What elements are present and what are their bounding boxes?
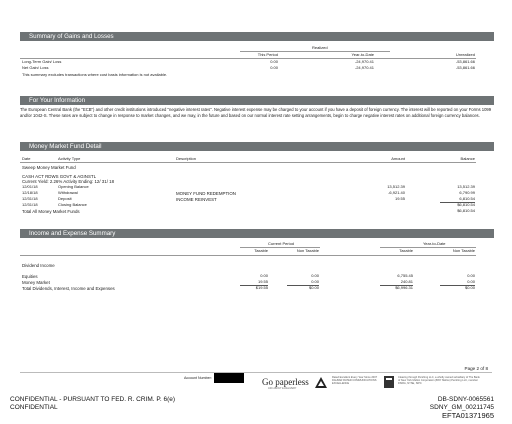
go-paperless-subtext: ASK ABOUT E-DELIVERY [268,387,297,390]
confidential-notice: CONFIDENTIAL - PURSUANT TO FED. R. CRIM. P. 6(e) [10,396,176,403]
gl-net-ytd: -24,970.41 [354,65,374,70]
gains-losses-header: Summary of Gains and Losses [20,32,494,41]
page-number: Page 2 of 8 [464,366,488,371]
account-number-label: Account Number: [184,376,212,380]
income-total-ytd-tax: $6,996.31 [395,285,413,290]
mm-row-amount: 13,512.39 [387,184,405,189]
col-amount: Amount [391,156,405,161]
income-total-cp-non: $0.00 [308,285,319,290]
income-row-ytd-non: 0.00 [467,279,475,284]
col-unrealized: Unrealized [455,52,475,57]
income-section-label: Dividend Income [22,263,55,268]
col-description: Description [176,156,197,161]
income-row-ytd-tax: 6,755.45 [397,273,413,278]
col-current-period: Current Period [268,241,295,246]
mm-row-balance: 6,790.99 [459,190,475,195]
col-activity: Activity Type [58,156,81,161]
mm-row-activity: Opening Balance [58,184,89,189]
col-ytd-non-taxable: Non Taxable [452,248,475,253]
mm-row-amount: 19.55 [394,196,405,201]
income-header-rule [20,255,476,256]
income-row-label: Money Market [22,280,50,285]
col-ytd-taxable: Taxable [399,248,413,253]
income-row-label: Equities [22,274,38,279]
mm-row-description: MONEY FUND REDEMPTION [176,191,236,196]
money-market-header: Money Market Fund Detail [20,142,494,151]
col-date: Date [22,156,31,161]
col-cp-non-taxable: Non Taxable [296,248,319,253]
pershing-logo-icon [384,376,394,388]
mm-total-balance: $6,810.54 [457,208,475,213]
gl-note: This summary excludes transactions where cost basis information is not available. [22,72,168,77]
income-row-cp-tax: 19.55 [257,279,268,284]
mm-row-activity: Withdrawal [58,190,78,195]
gl-row-this-period: 0.00 [270,59,278,64]
mm-row-balance: 6,810.54 [459,196,475,201]
footer-rule [20,372,492,373]
account-number-redaction [214,373,244,383]
dalbar-award-icon [314,376,328,390]
mm-row-activity: Deposit [58,196,72,201]
income-header: Income and Expense Summary [20,229,494,238]
gl-row-label: Long-Term Gain/ Loss [22,59,62,64]
income-total-ytd-non: $0.00 [464,285,475,290]
mm-row-date: 12/18/18 [22,190,38,195]
clearing-text: Clearing through Pershing LLC, a wholly owned subsidiary of The Bank of New York Mellon Corporation (BNY Mellon) Pershing LLC, member FINRA, NYSE, SIPC [398,376,480,385]
realized-header: Realized [312,45,328,50]
gl-net-this-period: 0.00 [270,65,278,70]
dalbar-rating-text: Rated Excellent Every Year Since 2007 DALBAR RATED COMMUNICATIONS EXCELLENCE [332,376,378,385]
col-this-period: This Period [257,52,278,57]
mm-total-label: Total All Money Market Funds [22,209,80,214]
mm-row-amount: -6,921.40 [388,190,405,195]
gl-row-ytd: -24,970.41 [354,59,374,64]
income-total-label: Total Dividends, Interest, Income and Expenses [22,286,115,291]
mm-row-balance: 13,512.39 [457,184,475,189]
mm-row-date: 12/31/18 [22,202,38,207]
mm-row-date: 12/31/18 [22,196,38,201]
income-total-cp-tax: $19.55 [255,285,268,290]
info-header: For Your Information [20,96,494,105]
bates-number-1: DB-SDNY-0065561 [437,396,494,403]
gl-row-unrealized: -53,861.66 [455,59,475,64]
confidential-label: CONFIDENTIAL [10,404,58,411]
income-row-cp-non: 0.00 [311,273,319,278]
mm-row-description: INCOME REINVEST [176,197,217,202]
col-balance: Balance [460,156,475,161]
mm-fund-yield: Current Yield: 2.26% Activity Ending: 12/ 31/ 18 [22,179,115,184]
bates-number-2: SDNY_GM_00211745 [429,404,494,411]
income-row-ytd-tax: 240.81 [400,279,413,284]
mm-row-date: 12/01/18 [22,184,38,189]
mm-header-rule [20,162,476,163]
income-row-cp-non: 0.00 [311,279,319,284]
mm-row-activity: Closing Balance [58,202,87,207]
income-row-cp-tax: 0.00 [260,273,268,278]
mm-fund-heading: Sweep Money Market Fund [22,165,76,170]
col-year-to-date: Year-to-Date [423,241,446,246]
col-cp-taxable: Taxable [254,248,268,253]
mm-row-balance: $6,810.54 [457,202,475,207]
gl-net-label: Net Gain/ Loss [22,65,49,70]
gains-header-rule [20,58,476,59]
go-paperless-logo: Go paperless [262,377,309,387]
bates-number-3: EFTA01371965 [442,411,494,420]
income-row-ytd-non: 0.00 [467,273,475,278]
info-text: The European Central Bank (the "ECB") and other credit institutions introduced "negative interest rates". Negative interest expense may be charged to your account if you have a deposit of foreign currency. The interest will be reported on your Forms 1099 and/or 1042-S. These rates are subject to change in response to market changes, and we may, in the future and based on our normal interest rate setting arrangements, begin to charge negative interest rates on additional foreign currency balances. [20,107,492,118]
mm-fund-name: CASH ACT RDWS GOVT & AGINSTL [22,174,97,179]
col-ytd: Year-to-Date [351,52,374,57]
gl-net-unrealized: -53,861.66 [455,65,475,70]
